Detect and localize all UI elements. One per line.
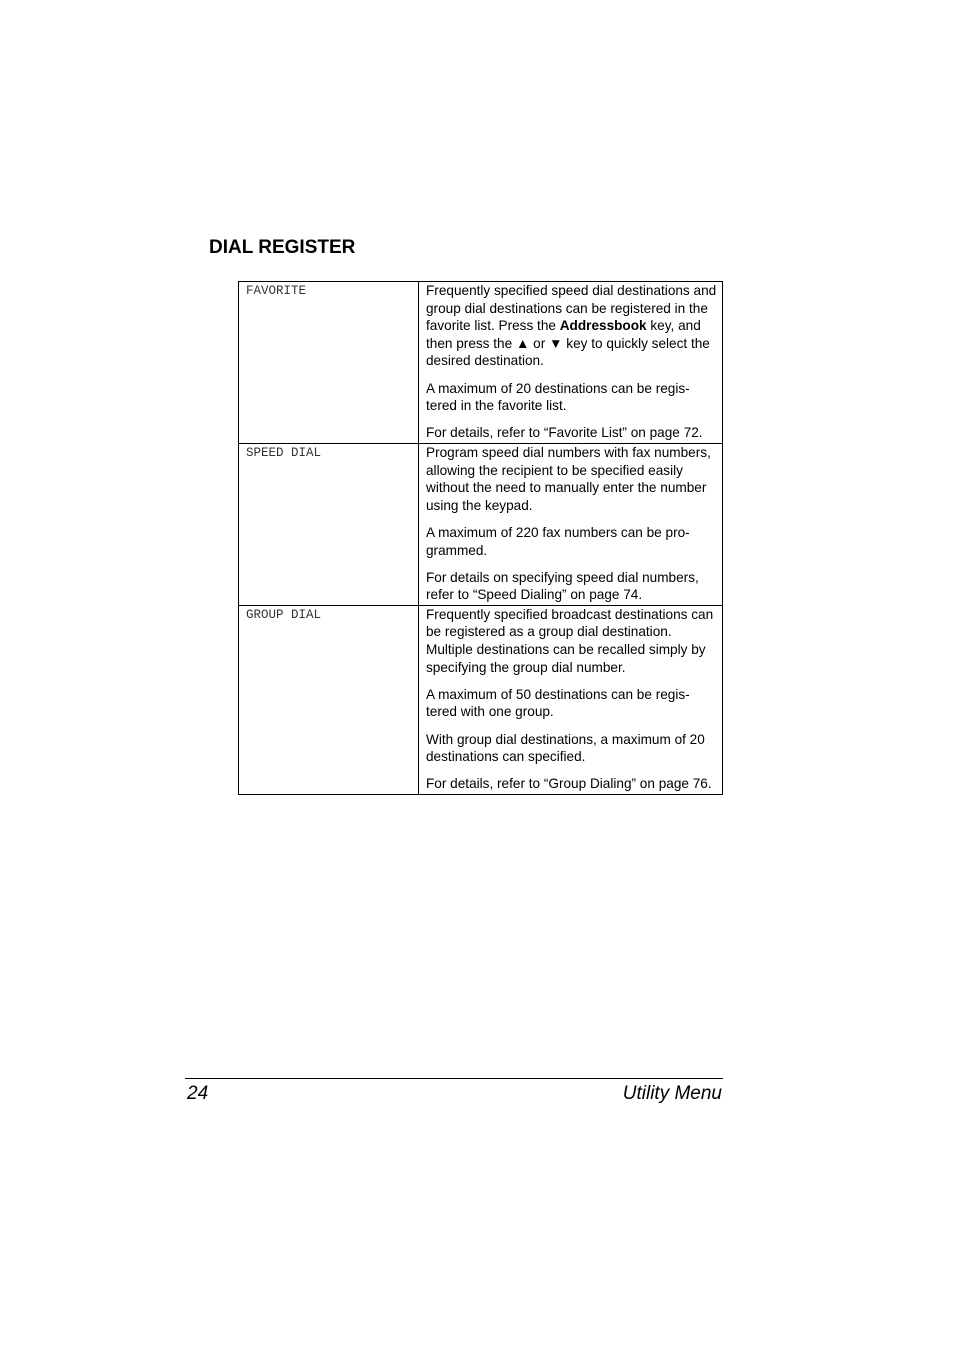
menu-description-favorite xyxy=(419,282,723,444)
down-arrow-icon: ▼ xyxy=(549,335,563,351)
table-row-favorite xyxy=(239,282,723,444)
description-paragraph: Program speed dial numbers with fax numbers, allowing the recipient to be specified easily without the need to manually enter the number using the keypad. xyxy=(426,444,711,513)
table-row-speed-dial xyxy=(239,443,723,605)
footer-divider xyxy=(185,1078,723,1079)
description-paragraph: For details on specifying speed dial numbers, refer to “Speed Dialing” on page 74. xyxy=(426,569,699,603)
description-text: or xyxy=(529,335,550,351)
section-title: DIAL REGISTER xyxy=(209,237,356,258)
description-paragraph: Frequently specified broadcast destinations can be registered as a group dial destination. Multiple destinations can be recalled simply by specifying the group dial number. xyxy=(426,606,714,675)
description-paragraph: For details, refer to “Favorite List” on page 72. xyxy=(426,425,703,441)
menu-description-group-dial xyxy=(419,605,723,794)
description-paragraph xyxy=(426,282,720,370)
menu-description-speed-dial xyxy=(419,443,723,605)
chapter-title: Utility Menu xyxy=(622,1083,722,1104)
menu-key-group-dial: GROUP DIAL xyxy=(239,605,419,794)
description-text: Frequently specified speed dial destinations and group dial destinations can be registered in the favorite list. Press the xyxy=(426,283,717,334)
description-paragraph: For details, refer to “Group Dialing” on page 76. xyxy=(426,776,712,792)
addressbook-key-name: Addressbook xyxy=(559,318,647,334)
menu-key-speed-dial: SPEED DIAL xyxy=(239,443,419,605)
table-row-group-dial xyxy=(239,605,723,794)
dial-register-table xyxy=(238,281,723,795)
description-paragraph: A maximum of 20 destinations can be regis-tered in the favorite list. xyxy=(426,380,690,414)
description-text: key, and then press the xyxy=(426,318,701,351)
description-paragraph: A maximum of 220 fax numbers can be pro-grammed. xyxy=(426,524,690,558)
menu-key-favorite: FAVORITE xyxy=(239,282,419,444)
up-arrow-icon: ▲ xyxy=(515,335,530,351)
description-text: key to quickly select the desired destination. xyxy=(426,335,710,369)
description-paragraph: With group dial destinations, a maximum of 20 destinations can specified. xyxy=(426,731,705,765)
description-paragraph: A maximum of 50 destinations can be regis-tered with one group. xyxy=(426,686,690,720)
page-number: 24 xyxy=(187,1083,209,1104)
